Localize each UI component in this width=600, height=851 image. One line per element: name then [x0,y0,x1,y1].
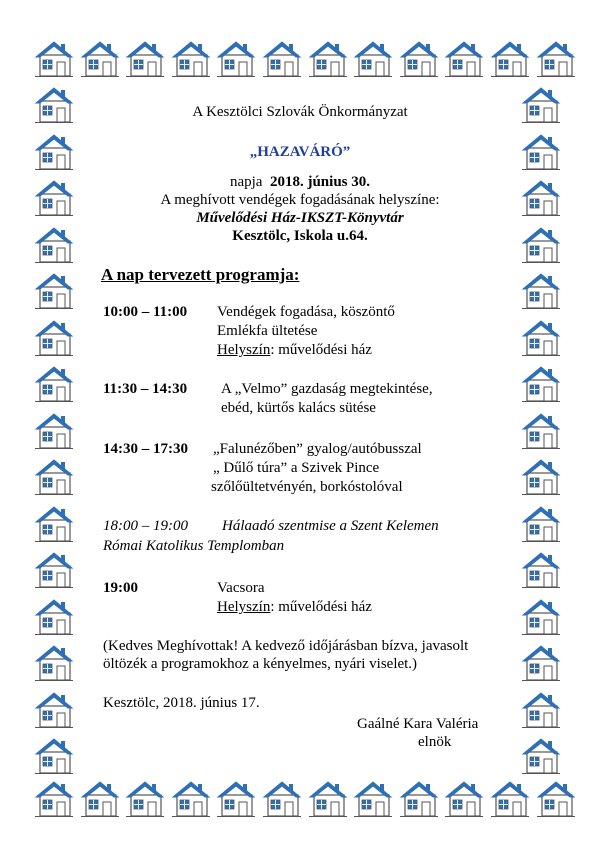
house-icon [520,549,562,589]
house-icon [33,363,75,403]
house-icon [33,456,75,496]
house-icon [489,38,531,78]
note-line: (Kedves Meghívottak! A kedvező időjárásban bízva, javasolt [103,638,469,654]
house-icon [398,778,440,818]
house-icon [520,735,562,775]
house-icon [79,778,121,818]
house-icon [307,778,349,818]
house-icon [33,778,75,818]
event-date: 2018. június 30. [269,174,370,190]
house-icon [215,778,257,818]
house-icon [520,503,562,543]
organizer-line: A Kesztölci Szlovák Önkormányzat [192,104,408,120]
program-time: 14:30 – 17:30 [103,441,188,457]
house-icon [124,778,166,818]
house-icon [352,778,394,818]
program-line: Emlékfa ültetése [217,323,318,339]
venue-intro: A meghívott vendégek fogadásának helyszíne: [160,192,440,208]
house-icon [443,38,485,78]
venue-name: Művelődési Ház-IKSZT-Könyvtár [196,210,404,226]
house-icon [170,38,212,78]
program-line: Vendégek fogadása, köszöntő [217,304,395,320]
program-line: „Falunézőben” gyalog/autóbusszal [213,441,422,457]
place-value: : művelődési ház [270,342,372,358]
program-time: 11:30 – 14:30 [103,381,188,397]
program-time: 18:00 – 19:00 [103,518,188,534]
house-icon [33,596,75,636]
house-icon [33,503,75,543]
house-icon [443,778,485,818]
house-icon [535,778,577,818]
house-icon [398,38,440,78]
house-icon [33,735,75,775]
house-icon [520,363,562,403]
program-time: 19:00 [103,580,138,596]
program-place [217,598,372,616]
program-line: Hálaadó szentmise a Szent Kelemen [222,518,439,534]
venue-address: Kesztölc, Iskola u.64. [232,228,368,244]
program-place [217,341,372,359]
house-icon [261,38,303,78]
house-icon [33,317,75,357]
date-prefix: napja [229,174,263,190]
signer-name: Gaálné Kara Valéria [357,716,479,732]
event-title: „HAZAVÁRÓ” [249,144,351,160]
house-icon [33,38,75,78]
place-value: : művelődési ház [270,599,372,615]
program-line: szőlőültetvényén, borkóstolóval [211,479,403,495]
house-icon [124,38,166,78]
house-icon [520,270,562,310]
house-icon [33,689,75,729]
house-icon [33,642,75,682]
program-line: Vacsora [217,580,265,596]
house-icon [33,270,75,310]
program-heading: A nap tervezett programja: [101,265,300,284]
house-icon [33,410,75,450]
program-time: 10:00 – 11:00 [103,304,188,320]
signer-role: elnök [418,734,452,750]
date-line [0,173,600,191]
house-icon [520,410,562,450]
program-line: ebéd, kürtős kalács sütése [221,400,376,416]
note-line: öltözék a programokhoz a kényelmes, nyári viselet.) [103,656,418,672]
house-icon [535,38,577,78]
house-icon [520,689,562,729]
place-date: Kesztölc, 2018. június 17. [103,695,260,711]
house-icon [520,456,562,496]
house-icon [520,317,562,357]
house-icon [79,38,121,78]
house-icon [352,38,394,78]
house-icon [520,642,562,682]
house-icon [215,38,257,78]
house-icon [170,778,212,818]
house-icon [520,596,562,636]
program-line: Római Katolikus Templomban [103,538,285,554]
place-label: Helyszín [217,342,271,358]
place-label: Helyszín [217,599,271,615]
house-icon [33,549,75,589]
house-icon [489,778,531,818]
house-icon [261,778,303,818]
program-line: A „Velmo” gazdaság megtekintése, [221,381,433,397]
program-line: „ Dűlő túra” a Szivek Pince [213,460,380,476]
house-icon [307,38,349,78]
